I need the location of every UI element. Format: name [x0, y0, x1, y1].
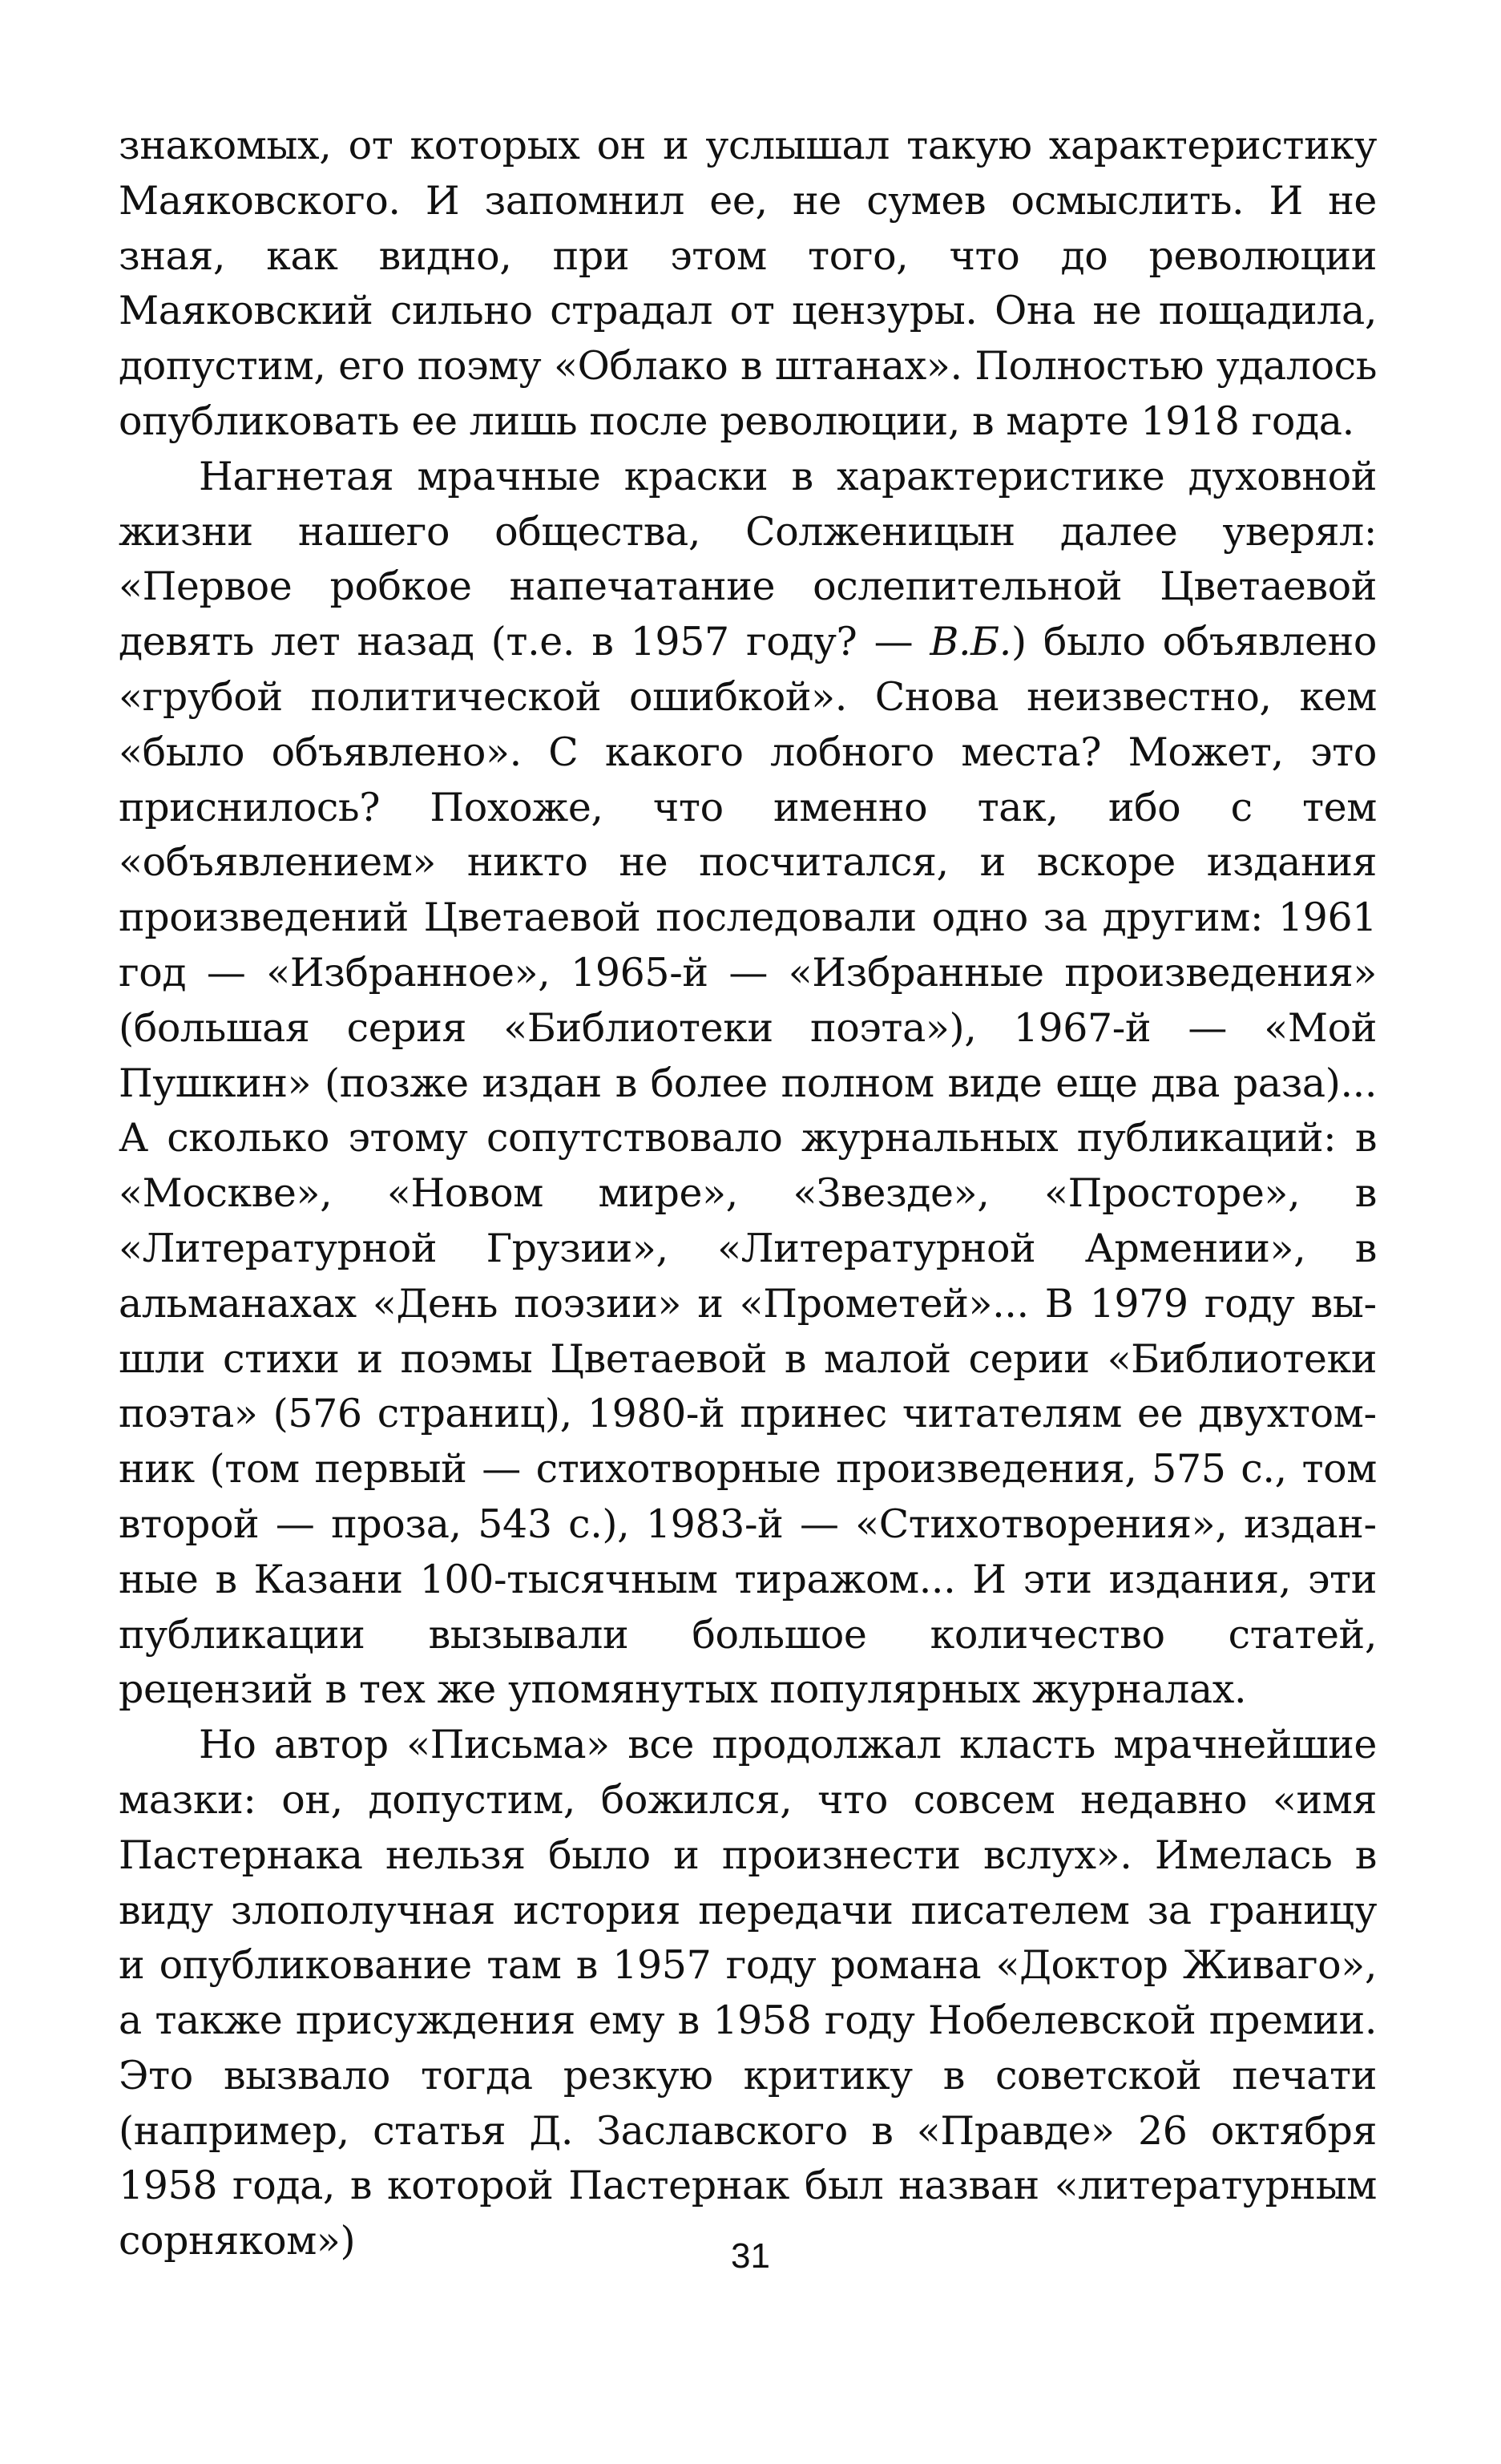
author-initials: В.Б. — [930, 619, 1011, 665]
body-text — [119, 119, 1377, 2269]
paragraph-1: знакомых, от которых он и услышал такую характеристику Маяковского. И запомнил ее, не сумев осмыслить. И не зная, как видно, при этом того, что до революции Маяковский сильно страдал от цензуры. Она не пощадила, допустим, его поэму «Облако в штанах». Полностью удалось опубликовать ее лишь после революции, в марте 1918 года. — [119, 123, 1377, 444]
paragraph-2-part-2: ) было объявлено «грубой политической ошибкой». Снова неизвестно, кем «было объявлено». С какого лобного места? Может, это приснилось? Похоже, что именно так, ибо с тем «объявлением» никто не посчитался, и вскоре издания произведений Цветаевой последовали одно за другим: 1961 год — «Избранное», 1965-й — «Избранные произведения» (большая серия «Библиотеки поэта»), 1967-й — «Мой Пушкин» (позже издан в более полном виде еще два раза)... А сколько этому сопутствовало журнальных публикаций: в «Москве», «Новом мире», «Звезде», «Просторе», в «Литературной Грузии», «Литературной Армении», в альманахах «День поэзии» и «Прометей»... В 1979 году вышли стихи и поэмы Цветаевой в малой серии «Библиотеки поэта» (576 страниц), 1980-й принес читателям ее двухтомник (том первый — стихотворные произведения, 575 с., том второй — проза, 543 с.), 1983-й — «Стихотворения», изданные в Казани 100-тысячным тиражом... И эти издания, эти публикации вызывали большое количество статей, рецензий в тех же упомянутых популярных журналах. — [119, 619, 1377, 1713]
book-page — [119, 119, 1377, 2331]
paragraph-2 — [119, 450, 1377, 1718]
paragraph-3: Но автор «Письма» все продолжал класть мрачнейшие мазки: он, допустим, божился, что совсем недавно «имя Пастернака нельзя было и произнести вслух». Имелась в виду злополучная история передачи писателем за границу и опубликование там в 1957 году романа «Доктор Живаго», а также присуждения ему в 1958 году Нобелевской премии. Это вызвало тогда резкую критику в советской печати (например, статья Д. Заславского в «Правде» 26 октября 1958 года, в которой Пастернак был назван «литературным сорняком») — [119, 1722, 1377, 2264]
paragraph-2-part-1: Нагнетая мрачные краски в характеристике духовной жизни нашего общества, Солженицын далее уверял: «Первое робкое напечатание ослепительной Цветаевой девять лет назад (т.е. в 1957 году? — — [119, 453, 1377, 665]
page-number: 31 — [731, 2236, 770, 2276]
